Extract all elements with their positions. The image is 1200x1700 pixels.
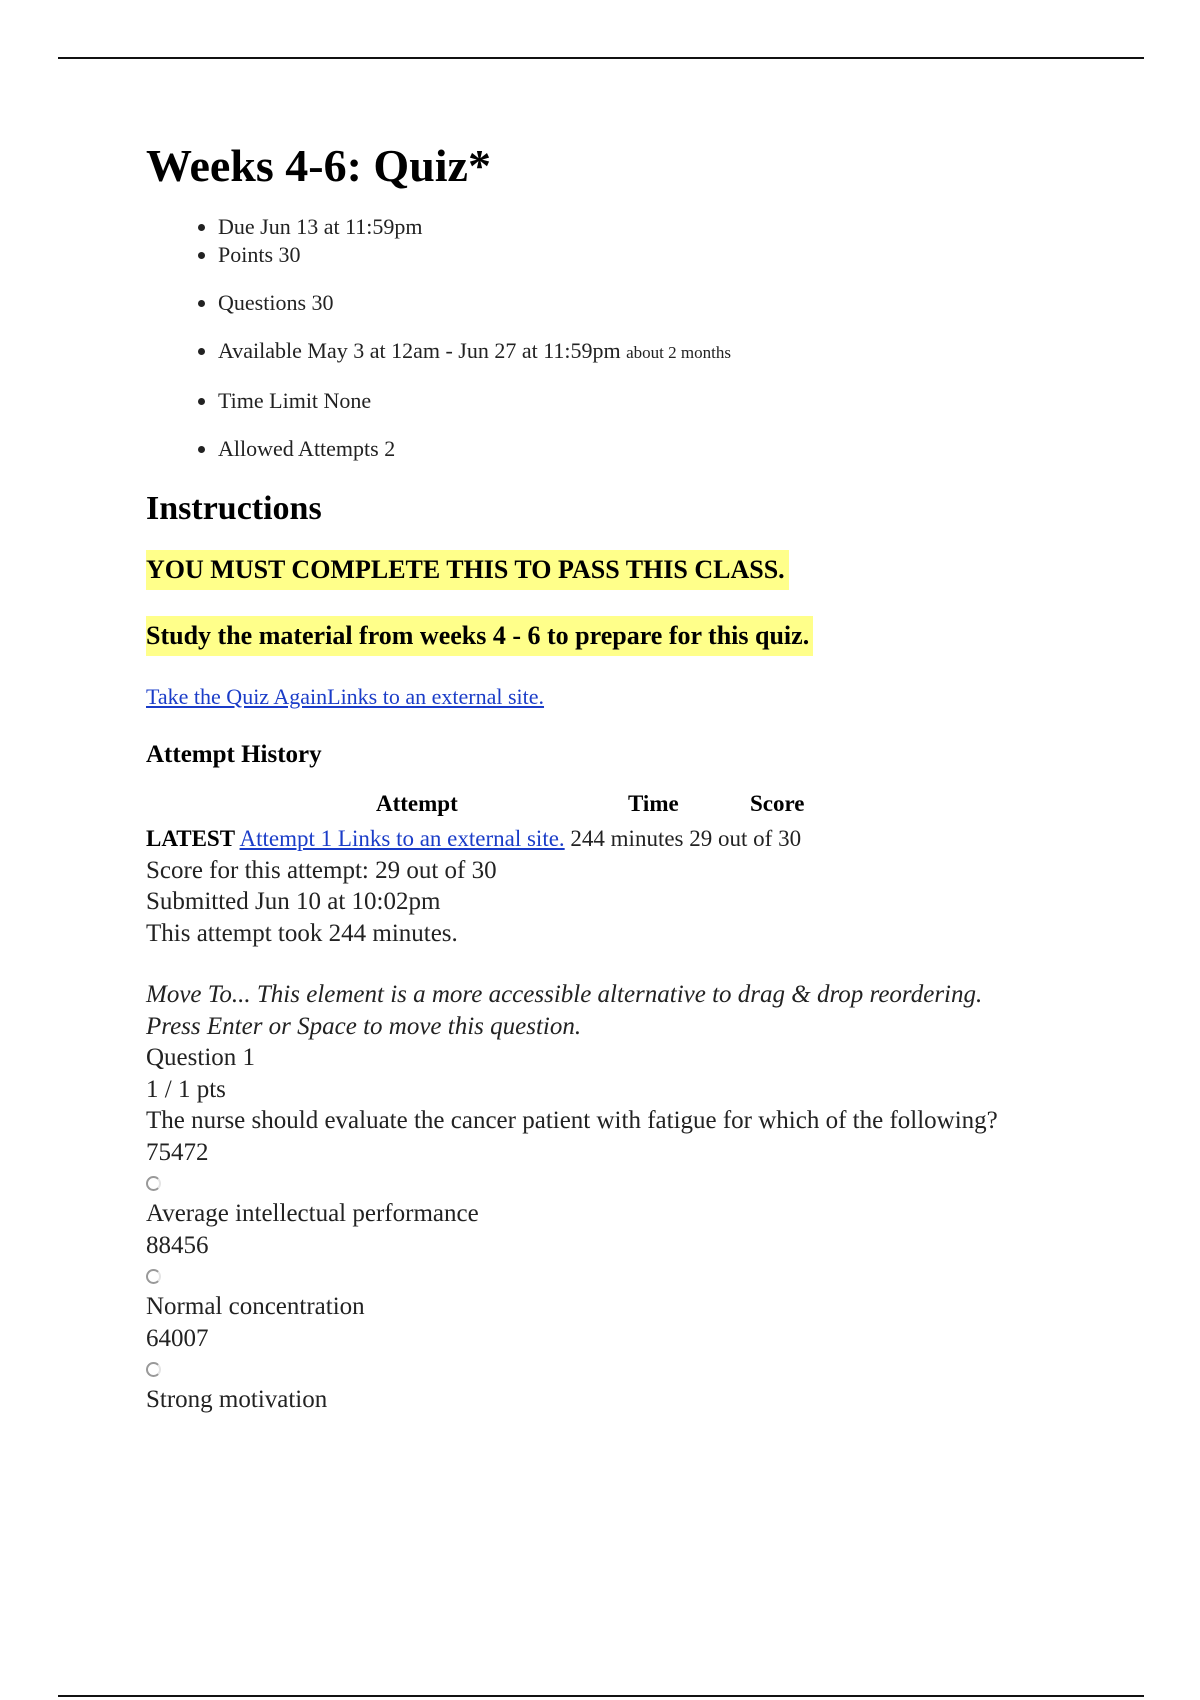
notice-pass-row: [146, 550, 1106, 592]
column-time: Time: [628, 790, 679, 816]
attempt-time: 244 minutes: [570, 825, 684, 851]
latest-label: LATEST: [146, 825, 236, 851]
answer-radio-row: [146, 1354, 1106, 1384]
move-to-hint[interactable]: Move To... This element is a more accessible alternative to drag & drop reordering.: [146, 981, 983, 1009]
move-to-instructions: Press Enter or Space to move this question.: [146, 1012, 582, 1040]
answer-id: 75472: [146, 1138, 209, 1166]
answer-text: Average intellectual performance: [146, 1200, 479, 1228]
answer-radio[interactable]: [146, 1176, 161, 1191]
answer-id: 88456: [146, 1231, 209, 1259]
available-duration: about 2 months: [626, 342, 731, 362]
retake-row: [146, 682, 1106, 715]
answer-id: 64007: [146, 1324, 209, 1352]
notice-pass-class: YOU MUST COMPLETE THIS TO PASS THIS CLASS.: [146, 550, 789, 590]
attempt-history-header: [146, 791, 1106, 823]
detail-due: • Due Jun 13 at 11:59pm: [218, 213, 1106, 241]
detail-available: [218, 337, 1106, 367]
detail-allowed-attempts: • Allowed Attempts 2: [218, 435, 1106, 463]
detail-time-limit: • Time Limit None: [218, 387, 1106, 415]
answer-radio[interactable]: [146, 1362, 161, 1377]
attempt-history-heading: Attempt History: [146, 740, 322, 768]
column-attempt: Attempt: [376, 790, 458, 816]
answer-radio[interactable]: [146, 1269, 161, 1284]
page-title: Weeks 4-6: Quiz*: [146, 140, 491, 191]
attempt-summary: [146, 855, 1106, 950]
available-dates: Available May 3 at 12am - Jun 27 at 11:59pm: [218, 337, 621, 363]
detail-questions: • Questions 30: [218, 289, 1106, 317]
take-quiz-again-link[interactable]: Take the Quiz AgainLinks to an external site.: [146, 683, 545, 709]
question-label: Question 1: [146, 1044, 256, 1072]
question-text: The nurse should evaluate the cancer patient with fatigue for which of the following?: [146, 1107, 998, 1135]
question-block: [146, 979, 1106, 1416]
bottom-rule: [58, 1695, 1144, 1697]
attempt-history-row: [146, 823, 1106, 855]
answer-radio-row: [146, 1261, 1106, 1291]
column-score: Score: [750, 790, 805, 816]
question-points: 1 / 1 pts: [146, 1075, 226, 1103]
notice-study-row: [146, 616, 1106, 658]
attempt-1-link[interactable]: Attempt 1 Links to an external site.: [239, 825, 565, 851]
answer-text: Strong motivation: [146, 1386, 328, 1414]
instructions-heading: Instructions: [146, 489, 322, 527]
answer-radio-row: [146, 1168, 1106, 1198]
attempt-submitted: Submitted Jun 10 at 10:02pm: [146, 888, 441, 916]
notice-study-material: Study the material from weeks 4 - 6 to prepare for this quiz.: [146, 616, 813, 656]
detail-points: • Points 30: [218, 241, 1106, 269]
spacer: [146, 949, 1106, 979]
top-rule: [58, 57, 1144, 59]
attempt-duration: This attempt took 244 minutes.: [146, 919, 458, 947]
attempt-score-line: Score for this attempt: 29 out of 30: [146, 856, 497, 884]
quiz-page: [146, 140, 1106, 1416]
quiz-details-list: [146, 213, 1106, 463]
attempt-score: 29 out of 30: [689, 825, 802, 851]
answer-text: Normal concentration: [146, 1293, 365, 1321]
